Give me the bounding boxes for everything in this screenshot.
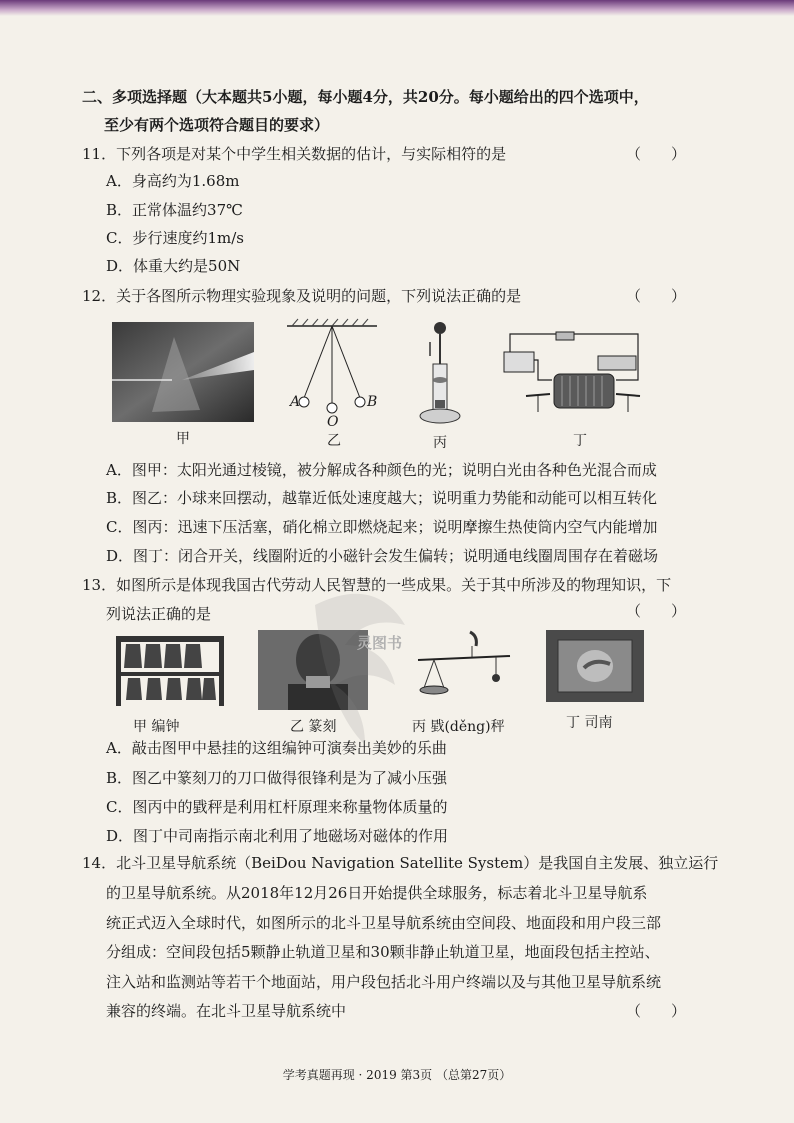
caption-bing: 丙: [433, 435, 447, 451]
caption-bianzhong: 甲 编钟: [133, 719, 180, 735]
q11-option-d: D．体重大约是50N: [106, 257, 241, 275]
q13-stem-cont: 列说法正确的是: [106, 605, 212, 623]
label-o: O: [327, 414, 339, 430]
caption-jia: 甲: [176, 431, 190, 447]
publisher-watermark-logo: [295, 585, 425, 755]
q11-option-c: C．步行速度约1m/s: [106, 229, 244, 247]
caption-sinan: 丁 司南: [566, 715, 613, 731]
q13-option-c: C．图丙中的戥秤是利用杠杆原理来称量物体质量的: [106, 798, 448, 816]
q11-option-b: B．正常体温约37℃: [106, 201, 243, 219]
bianzhong-bells-figure: [112, 632, 228, 710]
prism-photo: [112, 322, 254, 422]
q12-option-c: C．图丙：迅速下压活塞，硝化棉立即燃烧起来；说明摩擦生热使筒内空气内能增加: [106, 518, 658, 536]
q12-option-b: B．图乙：小球来回摆动，越靠近低处速度越大；说明重力势能和动能可以相互转化: [106, 489, 658, 507]
label-a: A: [290, 394, 301, 410]
caption-ding: 丁: [573, 433, 587, 449]
caption-yi: 乙: [327, 433, 341, 449]
q13-option-d: D．图丁中司南指示南北利用了地磁场对磁体的作用: [106, 827, 449, 845]
q11-answer-paren: （ ）: [626, 145, 687, 163]
q13-option-a: A．敲击图甲中悬挂的这组编钟可演奏出美妙的乐曲: [106, 739, 447, 757]
steelyard-scale-figure: [410, 630, 520, 710]
caption-zhuanke: 乙 篆刻: [290, 719, 337, 735]
watermark-text: 灵图书: [357, 634, 403, 652]
caption-dengcheng: 丙 戥(děng)秤: [412, 719, 505, 735]
q14-line-4: 分组成：空间段包括5颗静止轨道卫星和30颗非静止轨道卫星，地面段包括主控站、: [106, 943, 660, 961]
q14-line-3: 统正式迈入全球时代，如图所示的北斗卫星导航系统由空间段、地面段和用户段三部: [106, 914, 662, 932]
electromagnet-circuit: [498, 320, 648, 424]
q11-stem: 11．下列各项是对某个中学生相关数据的估计，与实际相符的是: [82, 145, 507, 163]
sinan-compass-photo: [546, 630, 644, 702]
label-b: B: [367, 394, 378, 410]
q12-stem: 12．关于各图所示物理实验现象及说明的问题，下列说法正确的是: [82, 287, 522, 305]
q14-line-2: 的卫星导航系统。从2018年12月26日开始提供全球服务，标志着北斗卫星导航系: [106, 884, 648, 902]
section-heading: 二、多项选择题（大本题共5小题，每小题4分，共20分。每小题给出的四个选项中，: [82, 88, 649, 106]
page-footer: 学考真题再现 · 2019 第3页 （总第27页）: [282, 1068, 512, 1082]
q14-answer-paren: （ ）: [626, 1002, 687, 1020]
q13-answer-paren: （ ）: [626, 602, 687, 620]
q14-line-1: 14．北斗卫星导航系统（BeiDou Navigation Satellite System）是我国自主发展、独立运行: [82, 854, 719, 872]
air-compression-tube: [415, 320, 465, 428]
q12-option-a: A．图甲：太阳光通过棱镜，被分解成各种颜色的光；说明白光由各种色光混合而成: [106, 461, 657, 479]
q13-option-b: B．图乙中篆刻刀的刀口做得很锋利是为了减小压强: [106, 769, 448, 787]
q13-stem: 13．如图所示是体现我国古代劳动人民智慧的一些成果。关于其中所涉及的物理知识，下: [82, 576, 672, 594]
q14-line-6: 兼容的终端。在北斗卫星导航系统中: [106, 1002, 347, 1020]
q14-line-5: 注入站和监测站等若干个地面站，用户段包括北斗用户终端以及与其他卫星导航系统: [106, 973, 662, 991]
q12-answer-paren: （ ）: [626, 287, 687, 305]
section-heading-cont: 至少有两个选项符合题目的要求）: [104, 116, 330, 134]
q12-option-d: D．图丁：闭合开关，线圈附近的小磁针会发生偏转；说明通电线圈周围存在着磁场: [106, 547, 659, 565]
q11-option-a: A．身高约为1.68m: [106, 172, 240, 190]
